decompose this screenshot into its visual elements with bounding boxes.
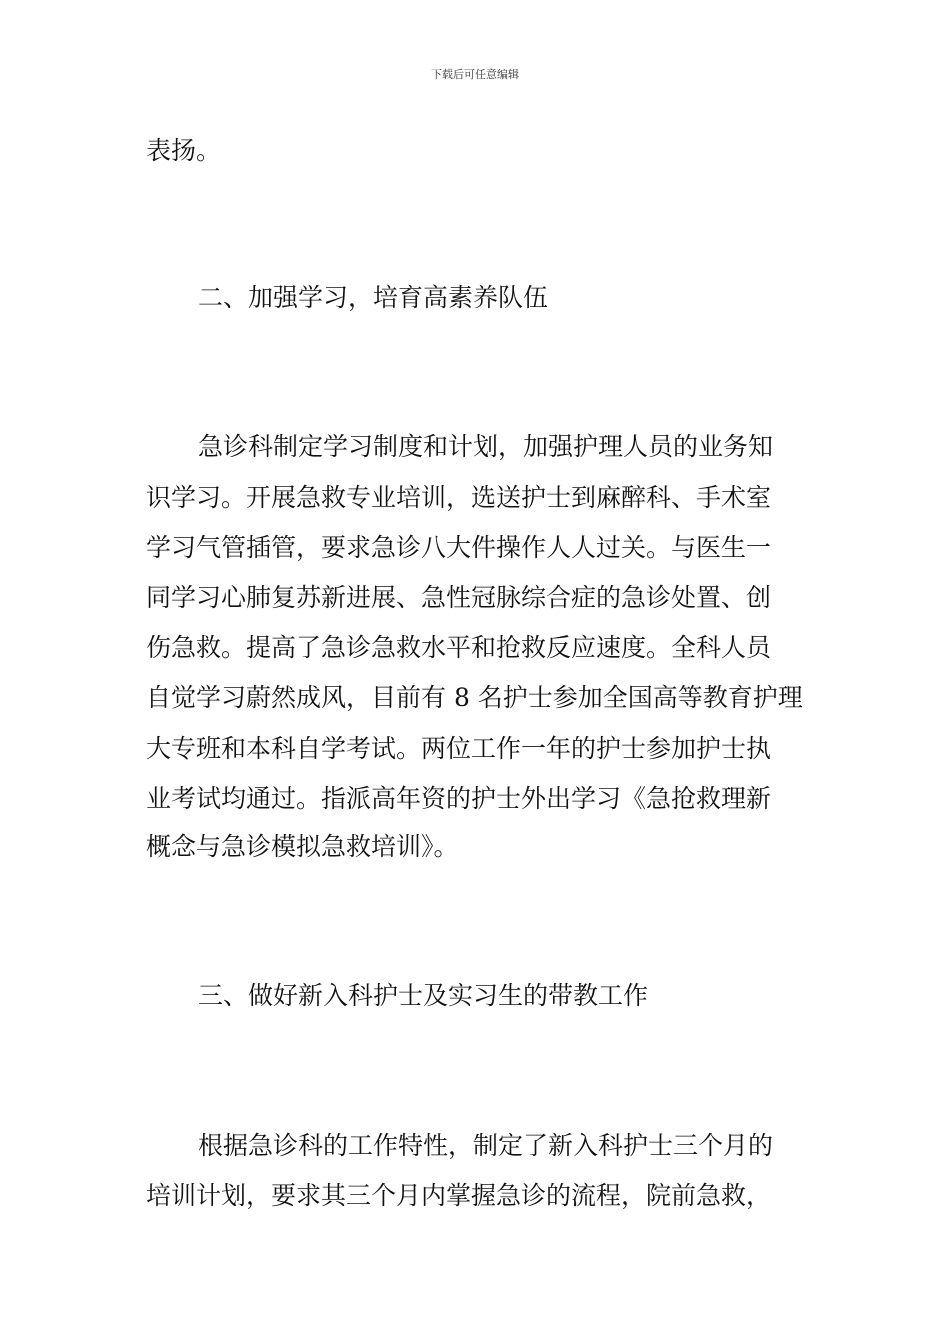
- page-header-note: 下载后可任意编辑: [431, 68, 519, 81]
- section-heading-2: 二、加强学习，培育高素养队伍: [198, 283, 549, 312]
- text-line-14: 培训计划，要求其三个月内掌握急诊的流程，院前急救，: [146, 1181, 772, 1210]
- text-line-10: 业考试均通过。指派高年资的护士外出学习《急抢救理新: [146, 784, 772, 813]
- text-line-3: 急诊科制定学习制度和计划，加强护理人员的业务知: [198, 432, 774, 461]
- text-line-4: 识学习。开展急救专业培训，选送护士到麻醉科、手术室: [146, 483, 772, 512]
- text-line-8: 自觉学习蔚然成风，目前有 8 名护士参加全国高等教育护理: [146, 683, 803, 712]
- text-line-9: 大专班和本科自学考试。两位工作一年的护士参加护士执: [146, 734, 772, 763]
- text-line-7: 伤急救。提高了急诊急救水平和抢救反应速度。全科人员: [146, 633, 772, 662]
- text-line-6: 同学习心肺复苏新进展、急性冠脉综合症的急诊处置、创: [146, 583, 772, 612]
- text-line-11: 概念与急诊模拟急救培训》。: [146, 832, 459, 861]
- section-heading-3: 三、做好新入科护士及实习生的带教工作: [198, 981, 649, 1010]
- text-line-5: 学习气管插管，要求急诊八大件操作人人过关。与医生一: [146, 533, 772, 562]
- text-line-13: 根据急诊科的工作特性，制定了新入科护士三个月的: [198, 1131, 774, 1160]
- text-line-1: 表扬。: [146, 136, 222, 165]
